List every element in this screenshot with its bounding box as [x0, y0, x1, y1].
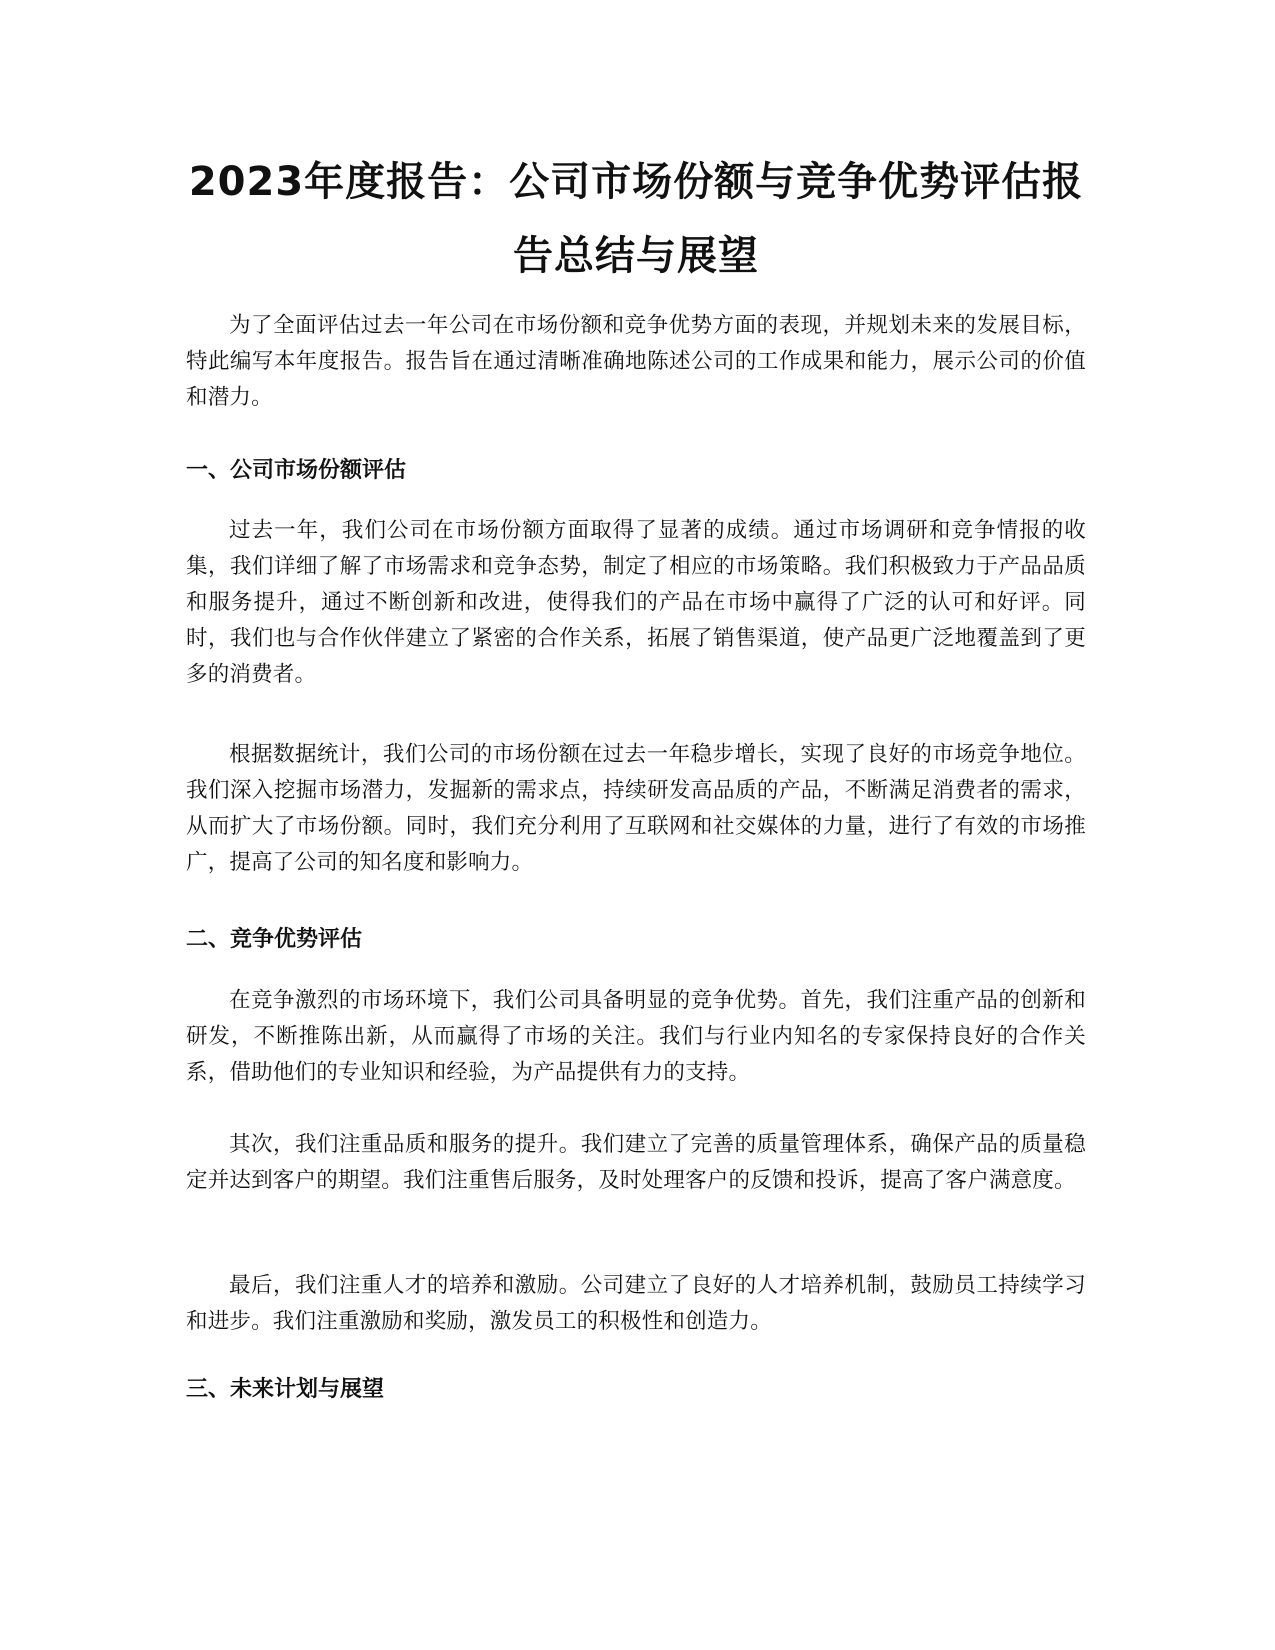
section-2-paragraph-3: 最后，我们注重人才的培养和激励。公司建立了良好的人才培养机制，鼓励员工持续学习和进步。我们注重激励和奖励，激发员工的积极性和创造力。 — [186, 1273, 1086, 1334]
section-1-paragraph-2: 根据数据统计，我们公司的市场份额在过去一年稳步增长，实现了良好的市场竞争地位。我们深入挖掘市场潜力，发掘新的需求点，持续研发高品质的产品，不断满足消费者的需求，从而扩大了市场份额。同时，我们充分利用了互联网和社交媒体的力量，进行了有效的市场推广，提高了公司的知名度和影响力。 — [186, 742, 1086, 875]
section-3-heading: 三、未来计划与展望 — [186, 1377, 385, 1402]
document-title: 2023年度报告：公司市场份额与竞争优势评估报告总结与展望 — [188, 159, 1084, 279]
section-1-heading: 一、公司市场份额评估 — [186, 458, 407, 483]
section-2-heading: 二、竞争优势评估 — [186, 927, 363, 952]
intro-paragraph: 为了全面评估过去一年公司在市场份额和竞争优势方面的表现，并规划未来的发展目标，特此编写本年度报告。报告旨在通过清晰准确地陈述公司的工作成果和能力，展示公司的价值和潜力。 — [186, 313, 1086, 410]
section-2-paragraph-2: 其次，我们注重品质和服务的提升。我们建立了完善的质量管理体系，确保产品的质量稳定并达到客户的期望。我们注重售后服务，及时处理客户的反馈和投诉，提高了客户满意度。 — [186, 1132, 1086, 1193]
section-2-paragraph-1: 在竞争激烈的市场环境下，我们公司具备明显的竞争优势。首先，我们注重产品的创新和研发，不断推陈出新，从而赢得了市场的关注。我们与行业内知名的专家保持良好的合作关系，借助他们的专业知识和经验，为产品提供有力的支持。 — [186, 988, 1086, 1085]
section-1-paragraph-1: 过去一年，我们公司在市场份额方面取得了显著的成绩。通过市场调研和竞争情报的收集，我们详细了解了市场需求和竞争态势，制定了相应的市场策略。我们积极致力于产品品质和服务提升，通过不断创新和改进，使得我们的产品在市场中赢得了广泛的认可和好评。同时，我们也与合作伙伴建立了紧密的合作关系，拓展了销售渠道，使产品更广泛地覆盖到了更多的消费者。 — [186, 518, 1086, 687]
